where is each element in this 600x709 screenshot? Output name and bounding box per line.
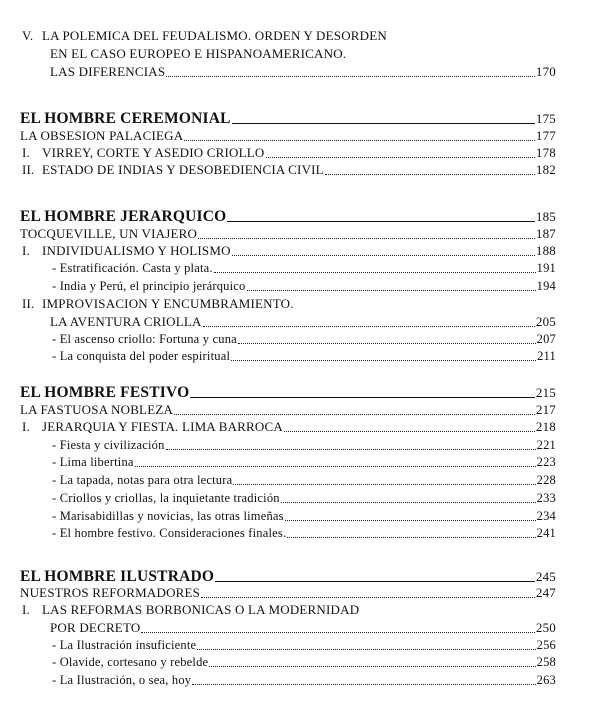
toc-entry-title	[52, 508, 284, 524]
toc-entry	[52, 472, 556, 488]
toc-entry-number: I.	[22, 602, 30, 617]
dot-leader	[287, 537, 535, 538]
toc-entry-text: ESTADO DE INDIAS Y DESOBEDIENCIA CIVIL	[42, 162, 324, 177]
toc-entry-page: 245	[535, 569, 556, 584]
toc-entry-title	[22, 162, 324, 178]
toc-entry-text: - El hombre festivo. Consideraciones finales.	[52, 526, 287, 540]
toc-entry-text: LA POLEMICA DEL FEUDALISMO. ORDEN Y DESORDEN	[42, 28, 387, 43]
toc-entry-text: NUESTROS REFORMADORES	[20, 585, 201, 600]
toc-entry-number: I.	[22, 243, 30, 258]
toc-entry	[20, 128, 556, 144]
toc-entry-page: 215	[535, 385, 556, 400]
dot-leader	[192, 684, 535, 685]
toc-entry-text: TOCQUEVILLE, UN VIAJERO	[20, 226, 198, 241]
toc-entry-title	[52, 490, 280, 506]
toc-entry-text: - La conquista del poder espiritual	[52, 349, 231, 363]
toc-entry	[22, 602, 556, 618]
dot-leader	[141, 632, 534, 633]
toc-entry	[22, 28, 556, 44]
toc-entry-page: 218	[535, 419, 556, 434]
toc-entry-title	[20, 226, 197, 242]
toc-entry	[22, 162, 556, 178]
toc-entry	[52, 654, 556, 670]
dot-leader	[197, 649, 535, 650]
dot-leader	[266, 157, 535, 158]
toc-entry-number: V.	[22, 28, 34, 43]
dot-leader	[227, 221, 535, 222]
toc-entry	[20, 585, 556, 601]
toc-entry	[20, 402, 556, 418]
toc-entry-page: 256	[536, 638, 556, 652]
dot-leader	[232, 255, 535, 256]
toc-entry	[52, 525, 556, 541]
toc-entry-page: 207	[536, 332, 556, 346]
toc-entry	[20, 208, 556, 226]
toc-entry-title	[20, 384, 189, 402]
toc-entry-page: 221	[536, 438, 556, 452]
toc-entry-text: LAS DIFERENCIAS	[50, 64, 166, 79]
toc-entry	[52, 260, 556, 276]
toc-entry-title	[52, 472, 232, 488]
toc-entry-text: - La tapada, notas para otra lectura	[52, 473, 233, 487]
toc-entry	[52, 508, 556, 524]
toc-entry-page: 247	[535, 585, 556, 600]
toc-entry-title	[52, 437, 165, 453]
toc-entry-page: 258	[536, 655, 556, 669]
dot-leader	[231, 360, 536, 361]
dot-leader	[209, 666, 535, 667]
toc-entry-title	[50, 314, 202, 330]
toc-entry	[52, 331, 556, 347]
toc-entry-number: I.	[22, 419, 30, 434]
dot-leader	[190, 397, 535, 398]
toc-entry	[22, 145, 556, 161]
dot-leader	[174, 414, 535, 415]
toc-entry-title	[22, 602, 359, 618]
toc-entry-title	[20, 208, 226, 226]
toc-entry-title	[52, 672, 191, 688]
dot-leader	[285, 520, 536, 521]
toc-entry-title	[22, 419, 283, 435]
toc-entry-title	[52, 454, 134, 470]
toc-entry-text: - Marisabidillas y novicias, las otras limeñas	[52, 509, 284, 523]
toc-entry-text: - La Ilustración, o sea, hoy	[52, 673, 192, 687]
toc-entry-page: 250	[535, 620, 556, 635]
toc-entry-text: LA AVENTURA CRIOLLA	[50, 314, 202, 329]
toc-entry-title	[22, 243, 231, 259]
toc-entry-page: 217	[535, 402, 556, 417]
toc-entry-text: EL HOMBRE ILUSTRADO	[20, 568, 215, 585]
toc-entry	[52, 278, 556, 294]
toc-entry-text: INDIVIDUALISMO Y HOLISMO	[42, 243, 231, 258]
toc-entry	[52, 454, 556, 470]
toc-entry-title	[22, 296, 294, 312]
toc-entry	[22, 243, 556, 259]
dot-leader	[166, 76, 535, 77]
toc-entry-title	[52, 637, 196, 653]
toc-entry-text: LA OBSESION PALACIEGA	[20, 128, 184, 143]
toc-entry	[50, 314, 556, 330]
toc-entry-title	[20, 402, 173, 418]
toc-entry	[52, 490, 556, 506]
toc-entry	[22, 419, 556, 435]
toc-entry-text: - Estratificación. Casta y plata.	[52, 261, 213, 275]
dot-leader	[135, 466, 536, 467]
toc-entry-page: 233	[536, 491, 556, 505]
toc-entry-page: 188	[535, 243, 556, 258]
dot-leader	[247, 290, 536, 291]
toc-entry-page: 228	[536, 473, 556, 487]
toc-entry-text: EN EL CASO EUROPEO E HISPANOAMERICANO.	[50, 46, 347, 61]
toc-entry-text: EL HOMBRE FESTIVO	[20, 384, 190, 401]
toc-entry-page: 211	[537, 349, 556, 363]
dot-leader	[198, 238, 535, 239]
dot-leader	[184, 140, 535, 141]
dot-leader	[215, 581, 535, 582]
toc-entry-number: II.	[22, 296, 35, 311]
toc-entry-title	[52, 654, 208, 670]
toc-entry-page: 175	[535, 111, 556, 126]
dot-leader	[201, 597, 535, 598]
dot-leader	[232, 123, 535, 124]
toc-entry-title	[20, 568, 214, 586]
toc-entry	[20, 384, 556, 402]
toc-entry-page: 223	[536, 455, 556, 469]
toc-entry-page: 177	[535, 128, 556, 143]
toc-entry-text: VIRREY, CORTE Y ASEDIO CRIOLLO	[42, 145, 265, 160]
toc-entry	[22, 296, 556, 312]
toc-entry	[52, 348, 556, 364]
toc-entry-title	[20, 128, 183, 144]
dot-leader	[166, 449, 536, 450]
toc-entry	[52, 437, 556, 453]
toc-entry-text: - India y Perú, el principio jerárquico	[52, 279, 246, 293]
toc-entry	[52, 637, 556, 653]
toc-entry-title	[52, 278, 246, 294]
dot-leader	[214, 272, 536, 273]
toc-entry	[52, 672, 556, 688]
toc-entry-title	[20, 585, 200, 601]
toc-entry-text: - La Ilustración insuficiente	[52, 638, 197, 652]
toc-entry-text: EL HOMBRE CEREMONIAL	[20, 110, 231, 127]
dot-leader	[233, 484, 535, 485]
dot-leader	[281, 502, 536, 503]
toc-entry	[20, 110, 556, 128]
toc-entry	[50, 620, 556, 636]
toc-entry-page: 185	[535, 209, 556, 224]
toc-entry-text: LAS REFORMAS BORBONICAS O LA MODERNIDAD	[42, 602, 360, 617]
toc-entry-text: JERARQUIA Y FIESTA. LIMA BARROCA	[42, 419, 283, 434]
toc-entry-title	[22, 28, 387, 44]
toc-entry	[50, 64, 556, 80]
toc-entry-page: 178	[535, 145, 556, 160]
toc-entry-page: 170	[535, 64, 556, 79]
toc-entry-text: IMPROVISACION Y ENCUMBRAMIENTO.	[42, 296, 294, 311]
toc-entry-title	[52, 348, 230, 364]
toc-entry-page: 191	[536, 261, 556, 275]
toc-entry-number: I.	[22, 145, 30, 160]
toc-entry-text: EL HOMBRE JERARQUICO	[20, 208, 227, 225]
toc-entry-page: 241	[536, 526, 556, 540]
toc-entry-title	[50, 620, 140, 636]
toc-entry-page: 234	[536, 509, 556, 523]
toc-entry-text: POR DECRETO	[50, 620, 141, 635]
toc-entry-title	[50, 64, 165, 80]
toc-entry-title	[52, 525, 286, 541]
toc-entry	[20, 568, 556, 586]
toc-entry-title	[20, 110, 231, 128]
toc-entry-page: 194	[536, 279, 556, 293]
toc-entry-page: 187	[535, 226, 556, 241]
dot-leader	[238, 343, 536, 344]
toc-entry-title	[52, 260, 213, 276]
dot-leader	[284, 431, 535, 432]
toc-entry-title	[52, 331, 237, 347]
toc-entry	[50, 46, 556, 62]
toc-entry-text: - Lima libertina	[52, 455, 134, 469]
toc-entry-page: 263	[536, 673, 556, 687]
toc-entry-title	[22, 145, 265, 161]
toc-entry-text: - Fiesta y civilización	[52, 438, 165, 452]
toc-entry-number: II.	[22, 162, 35, 177]
toc-entry-text: - Criollos y criollas, la inquietante tradición	[52, 491, 280, 505]
toc-entry-text: - Olavide, cortesano y rebelde	[52, 655, 209, 669]
toc-entry-text: - El ascenso criollo: Fortuna y cuna	[52, 332, 237, 346]
toc-entry	[20, 226, 556, 242]
toc-entry-text: LA FASTUOSA NOBLEZA	[20, 402, 174, 417]
toc-entry-title	[50, 46, 346, 62]
toc-entry-page: 182	[535, 162, 556, 177]
toc-entry-page: 205	[535, 314, 556, 329]
dot-leader	[203, 326, 535, 327]
dot-leader	[325, 174, 535, 175]
